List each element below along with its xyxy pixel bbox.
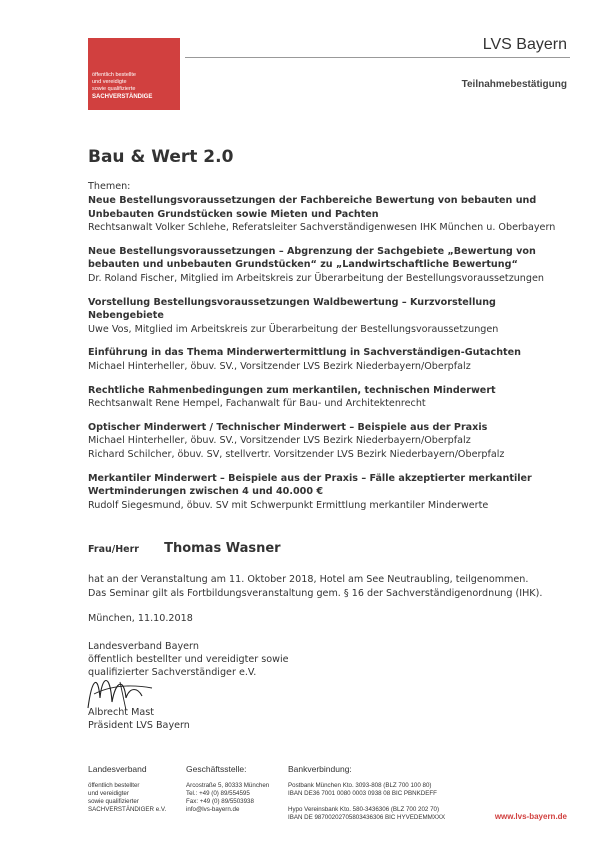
footer-line: IBAN DE 98700202705803436306 BIC HYVEDEMMXXX: [288, 814, 446, 821]
footer-line: sowie qualifizierter: [88, 798, 139, 805]
footer-association: [88, 764, 166, 814]
participation-line: Das Seminar gilt als Fortbildungsveranstaltung gem. § 16 der Sachverständigenordnung (IHK).: [88, 587, 543, 599]
participant-name: Thomas Wasner: [164, 541, 281, 556]
topic-speaker: Michael Hinterheller, öbuv. SV., Vorsitzender LVS Bezirk Niederbayern/Oberpfalz: [88, 361, 471, 373]
date-line: München, 11.10.2018: [88, 613, 193, 624]
handwritten-signature: [80, 668, 160, 716]
signer-name: Albrecht Mast: [88, 707, 155, 719]
topic-heading: Einführung in das Thema Minderwertermittlung in Sachverständigen-Gutachten: [88, 347, 521, 359]
topic-heading: Unbebauten Grundstücken sowie Mieten und Pachten: [88, 208, 379, 220]
logo-line: SACHVERSTÄNDIGE: [92, 94, 153, 100]
footer-line: Fax: +49 (0) 89/5503938: [186, 798, 254, 805]
footer-line: Hypo Vereinsbank Kto. 580-3436306 (BLZ 700 202 70): [288, 806, 440, 813]
footer-heading: Landesverband: [88, 764, 147, 774]
logo-line: öffentlich bestellte: [92, 72, 136, 78]
document-type: Teilnahmebestätigung: [461, 79, 567, 90]
topic-speaker: Michael Hinterheller, öbuv. SV., Vorsitzender LVS Bezirk Niederbayern/Oberpfalz: [88, 435, 471, 447]
topic-heading: Neue Bestellungsvoraussetzungen – Abgrenzung der Sachgebiete „Bewertung von: [88, 245, 536, 257]
logo-line: und vereidigte: [92, 79, 127, 85]
brand-name: LVS Bayern: [482, 36, 567, 53]
footer-email[interactable]: info@lvs-bayern.de: [186, 806, 240, 813]
topic-heading: Neue Bestellungsvoraussetzungen der Fachbereiche Bewertung von bebauten und: [88, 194, 537, 206]
topic-speaker: Rechtsanwalt Rene Hempel, Fachanwalt für Bau- und Architektenrecht: [88, 398, 426, 410]
topic-speaker: Dr. Roland Fischer, Mitglied im Arbeitskreis zur Überarbeitung der Bestellungsvoraussetzungen: [88, 273, 544, 285]
topics-label: Themen:: [88, 181, 131, 192]
logo-line: sowie qualifizierte: [92, 86, 136, 92]
footer-line: Postbank München Kto. 3093-808 (BLZ 700 100 80): [288, 782, 432, 789]
signature-line: öffentlich bestellter und vereidigter sowie: [88, 654, 289, 666]
participation-line: hat an der Veranstaltung am 11. Oktober 2018, Hotel am See Neutraubling, teilgenommen.: [88, 574, 529, 585]
participant-label: Frau/Herr: [88, 544, 139, 555]
topic-item: [88, 296, 558, 337]
topic-item: [88, 421, 558, 462]
topics-list: [88, 194, 558, 513]
topic-speaker: Richard Schilcher, öbuv. SV, stellvertr. Vorsitzender LVS Bezirk Niederbayern/Oberpfalz: [88, 449, 505, 461]
participation-text: [88, 573, 558, 601]
topic-item: [88, 245, 558, 286]
footer-line: Tel.: +49 (0) 89/554595: [186, 790, 250, 797]
signer-title: Präsident LVS Bayern: [88, 720, 190, 732]
footer-bank: [288, 764, 445, 822]
footer-heading: Bankverbindung:: [288, 764, 352, 774]
footer-line: IBAN DE36 7001 0080 0003 0938 08 BIC PBNKDEFF: [288, 790, 437, 797]
topics-section: [88, 180, 558, 522]
topic-heading: Vorstellung Bestellungsvoraussetzungen Waldbewertung – Kurzvorstellung Nebengebiete: [88, 296, 496, 322]
footer-heading: Geschäftsstelle:: [186, 764, 247, 774]
topic-heading: bebauten und unbebauten Grundstücken“ zu „Landwirtschaftliche Bewertung“: [88, 259, 518, 271]
footer-office: [186, 764, 269, 814]
topic-heading: Rechtliche Rahmenbedingungen zum merkantilen, technischen Minderwert: [88, 384, 496, 396]
header-rule: [185, 57, 570, 58]
website-link[interactable]: www.lvs-bayern.de: [494, 812, 567, 821]
signature-line: qualifizierter Sachverständiger e.V.: [88, 667, 257, 679]
seminar-title: Bau & Wert 2.0: [88, 147, 234, 167]
topic-item: [88, 346, 558, 374]
footer-line: [288, 798, 445, 806]
topic-item: [88, 384, 558, 412]
footer-line: und vereidigter: [88, 790, 129, 797]
topic-heading: Merkantiler Minderwert – Beispiele aus der Praxis – Fälle akzeptierter merkantiler: [88, 472, 532, 484]
topic-heading: Wertminderungen zwischen 4 und 40.000 €: [88, 486, 324, 498]
topic-item: [88, 472, 558, 513]
participant: [88, 537, 281, 556]
signature-line: Landesverband Bayern: [88, 641, 199, 652]
topic-speaker: Rechtsanwalt Volker Schlehe, Referatsleiter Sachverständigenwesen IHK München u. Oberbayern: [88, 222, 556, 234]
lvs-logo: [88, 38, 180, 110]
topic-speaker: Rudolf Siegesmund, öbuv. SV mit Schwerpunkt Ermittlung merkantiler Minderwerte: [88, 500, 489, 512]
topic-item: [88, 194, 558, 235]
footer-line: öffentlich bestellter: [88, 782, 140, 789]
footer-line: SACHVERSTÄNDIGER e.V.: [88, 806, 167, 813]
topic-speaker: Uwe Vos, Mitglied im Arbeitskreis zur Überarbeitung der Bestellungsvoraussetzungen: [88, 324, 499, 336]
footer-line: Arcostraße 5, 80333 München: [186, 782, 270, 789]
topic-heading: Optischer Minderwert / Technischer Minderwert – Beispiele aus der Praxis: [88, 421, 488, 433]
